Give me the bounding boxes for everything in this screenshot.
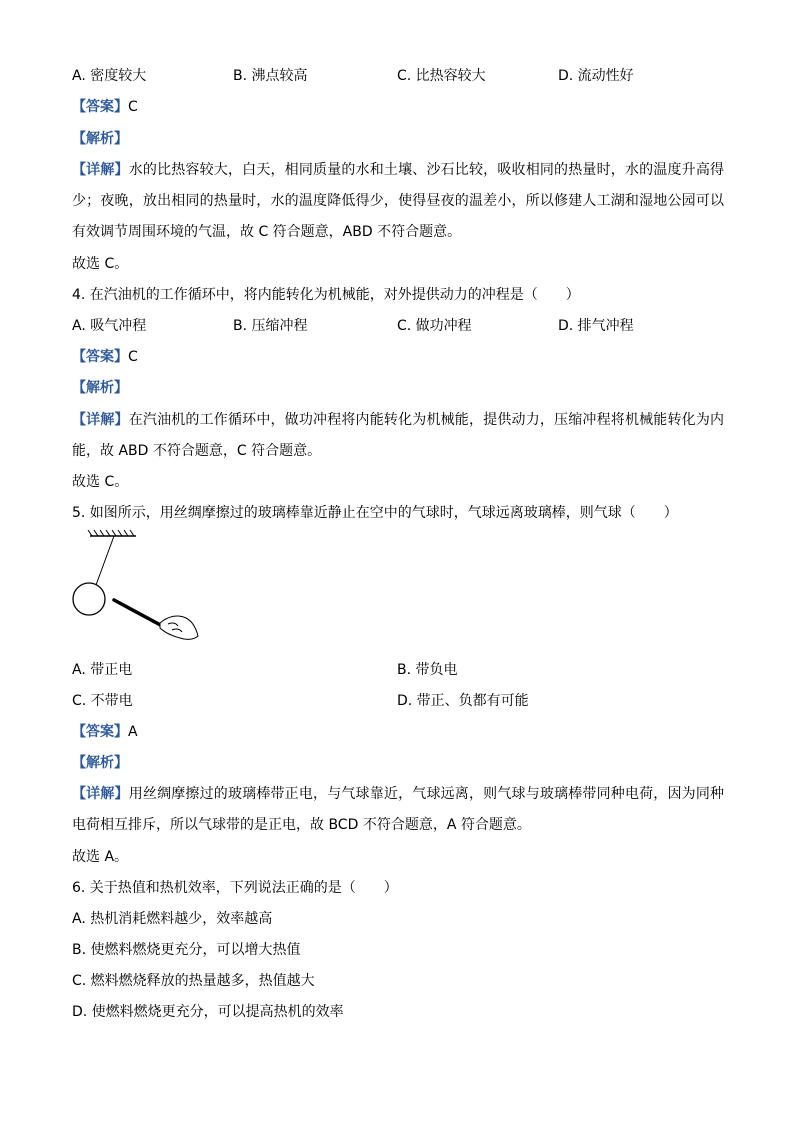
q3-option-a: A. 密度较大 <box>72 68 147 84</box>
answer-tag: 【答案】 <box>72 724 128 740</box>
q4-option-c: C. 做功冲程 <box>397 318 472 334</box>
detail-text: 用丝绸摩擦过的玻璃棒带正电，与气球靠近，气球远离，则气球与玻璃棒带同种电荷，因为同种电荷相互排斥，所以气球带的是正电，故 BCD 不符合题意，A 符合题意。 <box>72 786 725 833</box>
q4-option-d: D. 排气冲程 <box>558 318 634 334</box>
detail-tag: 【详解】 <box>72 162 129 178</box>
q3-detail <box>72 155 724 248</box>
q4-option-b: B. 压缩冲程 <box>233 318 308 334</box>
analysis-tag: 【解析】 <box>72 380 128 396</box>
q5-option-c: C. 不带电 <box>72 693 133 709</box>
q4-conclusion: 故选 C。 <box>72 474 129 490</box>
q5-stem: 5. 如图所示，用丝绸摩擦过的玻璃棒靠近静止在空中的气球时，气球远离玻璃棒，则气球（ ） <box>72 505 678 521</box>
q5-conclusion: 故选 A。 <box>72 849 129 865</box>
q3-option-b: B. 沸点较高 <box>233 68 308 84</box>
q3-option-c: C. 比热容较大 <box>397 68 486 84</box>
q5-option-a: A. 带正电 <box>72 662 133 678</box>
q5-option-b: B. 带负电 <box>397 662 458 678</box>
q4-analysis <box>72 379 128 397</box>
q6-option-a: A. 热机消耗燃料越少，效率越高 <box>72 911 273 927</box>
detail-text: 在汽油机的工作循环中，做功冲程将内能转化为机械能，提供动力，压缩冲程将机械能转化为内能，故 ABD 不符合题意，C 符合题意。 <box>72 412 725 459</box>
q6-option-d: D. 使燃料燃烧更充分，可以提高热机的效率 <box>72 1004 344 1020</box>
q6-stem: 6. 关于热值和热机效率，下列说法正确的是（ ） <box>72 880 398 896</box>
q3-analysis <box>72 130 128 148</box>
q6-option-b: B. 使燃料燃烧更充分，可以增大热值 <box>72 942 301 958</box>
answer-value: A <box>128 724 138 740</box>
answer-value: C <box>128 99 138 115</box>
q5-answer <box>72 723 138 741</box>
suspension-string <box>96 536 114 585</box>
answer-tag: 【答案】 <box>72 99 128 115</box>
detail-text: 水的比热容较大，白天，相同质量的水和土壤、沙石比较，吸收相同的热量时，水的温度升高得少；夜晚，放出相同的热量时，水的温度降低得少，使得昼夜的温差小，所以修建人工湖和湿地公园可以有效调节周围环境的气温，故 C 符合题意，ABD 不符合题意。 <box>72 162 725 240</box>
ceiling-mount-icon <box>88 530 136 536</box>
q6-option-c: C. 燃料燃烧释放的热量越多，热值越大 <box>72 973 315 989</box>
detail-tag: 【详解】 <box>72 412 129 428</box>
glass-rod-icon <box>114 600 166 628</box>
balloon-glass-rod-figure <box>68 528 208 650</box>
hand-icon <box>160 616 198 639</box>
q3-answer <box>72 98 138 116</box>
q4-option-a: A. 吸气冲程 <box>72 318 147 334</box>
balloon-icon <box>73 583 105 615</box>
detail-tag: 【详解】 <box>72 786 129 802</box>
q4-answer <box>72 348 138 366</box>
q4-detail <box>72 405 724 467</box>
q5-analysis <box>72 754 128 772</box>
q3-conclusion: 故选 C。 <box>72 256 129 272</box>
analysis-tag: 【解析】 <box>72 131 128 147</box>
q3-option-d: D. 流动性好 <box>558 68 634 84</box>
answer-value: C <box>128 349 138 365</box>
q5-detail <box>72 779 724 841</box>
answer-tag: 【答案】 <box>72 349 128 365</box>
q4-stem: 4. 在汽油机的工作循环中，将内能转化为机械能，对外提供动力的冲程是（ ） <box>72 287 580 303</box>
q5-option-d: D. 带正、负都有可能 <box>397 693 529 709</box>
analysis-tag: 【解析】 <box>72 755 128 771</box>
